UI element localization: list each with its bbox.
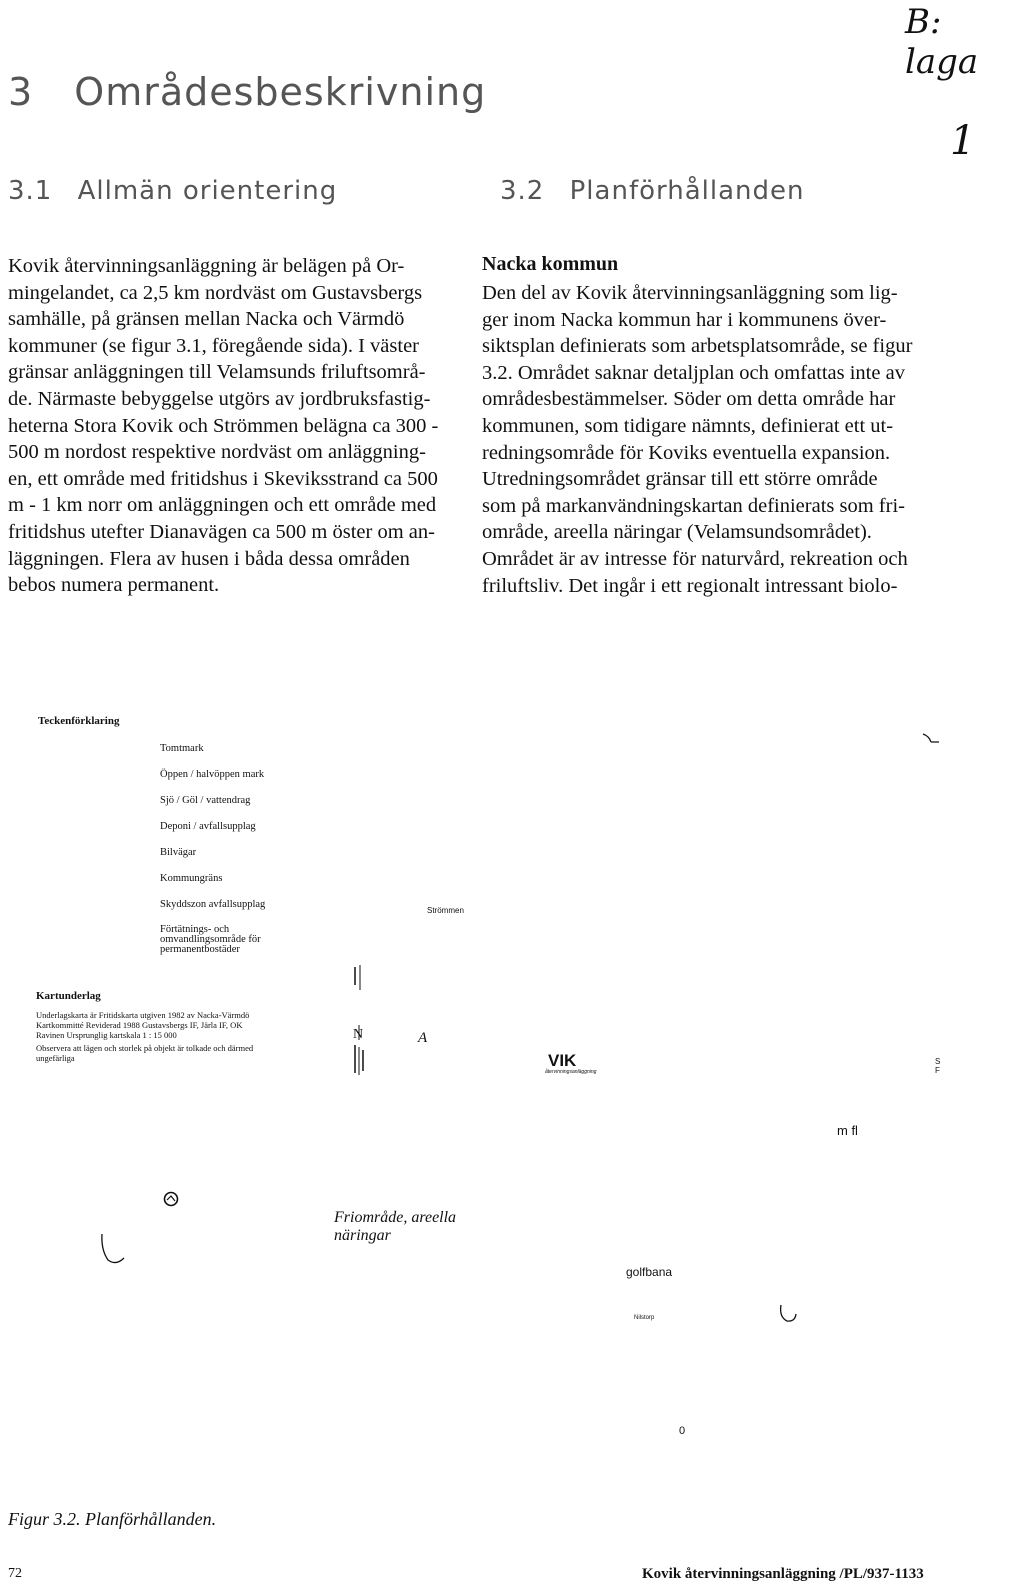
text-line: kommuner (se figur 3.1, föregående sida). I väster xyxy=(8,334,419,357)
text-line: ger inom Nacka kommun har i kommunens över- xyxy=(482,308,887,331)
text-line: Den del av Kovik återvinningsanläggning som lig- xyxy=(482,282,898,304)
section-title: Områdesbeskrivning xyxy=(74,70,487,114)
map-base-title: Kartunderlag xyxy=(36,990,101,1002)
legend-item: Förtätnings- och omvandlingsområde för permanentbostäder xyxy=(160,924,261,955)
subsection-number: 3.2 xyxy=(500,176,545,206)
text-line: mingelandet, ca 2,5 km nordväst om Gustavsbergs xyxy=(8,281,423,304)
text-line: m - 1 km norr om anläggningen och ett område med xyxy=(8,494,437,517)
legend-item: Kommungräns xyxy=(160,873,223,884)
map-label-vik: VIK xyxy=(548,1051,577,1070)
text-line: läggningen. Flera av husen i båda dessa områden xyxy=(8,547,410,570)
map-note-line: ungefärliga xyxy=(36,1053,75,1063)
text-line: som på markanvändningskartan definierats som fri- xyxy=(482,494,905,517)
map-base-line: Ravinen Ursprunglig kartskala 1 : 15 000 xyxy=(36,1030,177,1040)
subsection-heading-right xyxy=(500,176,804,206)
marsh-symbol-icon xyxy=(98,1232,128,1266)
text-line: 3.2. Området saknar detaljplan och omfattas inte av xyxy=(482,361,905,384)
text-line: 500 m nordost respektive nordväst om anläggning- xyxy=(8,441,426,464)
map-label-friomrade-line: Friområde, areella xyxy=(334,1209,457,1226)
north-arrow-icon xyxy=(350,965,370,1075)
legend-item: Deponi / avfallsupplag xyxy=(160,821,256,832)
map-base-text xyxy=(36,1010,326,1040)
map-label-f: F xyxy=(935,1066,940,1075)
map-label-mfl: m fl xyxy=(837,1123,858,1138)
map-note-line: Observera att lägen och storlek på objekt är tolkade och därmed xyxy=(36,1043,254,1053)
text-line: en, ett område med fritidshus i Skeviksstrand ca 500 xyxy=(8,467,438,490)
text-line: områdesbestämmelser. Söder om detta område har xyxy=(482,388,896,411)
section-heading xyxy=(8,70,486,114)
map-label-nilstorp: Nilstorp xyxy=(634,1315,655,1321)
page-number: 72 xyxy=(8,1566,22,1581)
handwritten-mark: 1 xyxy=(950,118,976,164)
map-note xyxy=(36,1043,326,1063)
map-base-line: Underlagskarta är Fritidskarta utgiven 1982 av Nacka-Värmdö xyxy=(36,1010,250,1020)
legend-item: Skyddszon avfallsupplag xyxy=(160,899,266,910)
text-line: område, areella näringar (Velamsundsområdet). xyxy=(482,521,872,544)
text-line: fritidshus utefter Dianavägen ca 500 m öster om an- xyxy=(8,520,435,543)
section-number: 3 xyxy=(8,70,34,114)
text-line: bebos numera permanent. xyxy=(8,574,220,597)
legend-item: Bilvägar xyxy=(160,847,197,858)
footer-document: Kovik återvinningsanläggning /PL/937-1133 xyxy=(642,1566,924,1582)
text-line: friluftsliv. Det ingår i ett regionalt intressant biolo- xyxy=(482,574,898,597)
pond-symbol-icon xyxy=(777,1302,799,1324)
map-label-vik-sub: återvinningsanläggning xyxy=(545,1069,597,1075)
legend-item: Öppen / halvöppen mark xyxy=(160,769,265,780)
map-label-strommen: Strömmen xyxy=(427,906,464,915)
text-line: redningsområde för Koviks eventuella expansion. xyxy=(482,441,891,464)
text-line: de. Närmaste bebyggelse utgörs av jordbruksfastig- xyxy=(8,387,431,410)
text-line: Området är av intresse för naturvård, rekreation och xyxy=(482,547,908,570)
text-line: siktsplan definierats som arbetsplatsområde, se figur xyxy=(482,335,913,358)
text-line: samhälle, på gränsen mellan Nacka och Värmdö xyxy=(8,308,405,331)
subsection-heading-left xyxy=(8,176,337,206)
subsection-number: 3.1 xyxy=(8,176,53,206)
subsection-title: Planförhållanden xyxy=(569,176,805,206)
north-label: N xyxy=(353,1027,364,1042)
text-line: gränsar anläggningen till Velamsunds friluftsområ- xyxy=(8,361,426,384)
legend-item: Tomtmark xyxy=(160,743,204,754)
text-line: Utredningsområdet gränsar till ett större område xyxy=(482,468,878,491)
map-label-s: S xyxy=(935,1057,941,1066)
map-label-a: A xyxy=(418,1030,428,1046)
handwritten-annotation: B: laga xyxy=(905,2,979,82)
subsection-title: Allmän orientering xyxy=(77,176,338,206)
map-label-golfbana: golfbana xyxy=(626,1265,673,1279)
map-label-zero: 0 xyxy=(679,1425,686,1437)
left-column-text xyxy=(8,253,468,599)
map-base-line: Kartkommitté Reviderad 1988 Gustavsbergs IF, Järla IF, OK xyxy=(36,1020,243,1030)
right-column-subheading: Nacka kommun xyxy=(482,253,619,275)
text-line: Kovik återvinningsanläggning är belägen på Or- xyxy=(8,255,405,277)
hill-symbol-icon xyxy=(162,1190,180,1208)
legend-item: Sjö / Göl / vattendrag xyxy=(160,795,251,806)
text-line: heterna Stora Kovik och Strömmen belägna ca 300 - xyxy=(8,414,439,437)
figure-caption: Figur 3.2. Planförhållanden. xyxy=(8,1509,217,1529)
map-label-friomrade xyxy=(334,1209,456,1245)
text-line: kommunen, som tidigare nämnts, definierat ett ut- xyxy=(482,414,894,437)
legend-title: Teckenförklaring xyxy=(38,715,120,727)
tree-symbol-icon xyxy=(921,732,941,744)
map-figure xyxy=(0,700,1024,1480)
map-label-friomrade-line: näringar xyxy=(334,1227,391,1244)
right-column-text xyxy=(482,280,952,599)
